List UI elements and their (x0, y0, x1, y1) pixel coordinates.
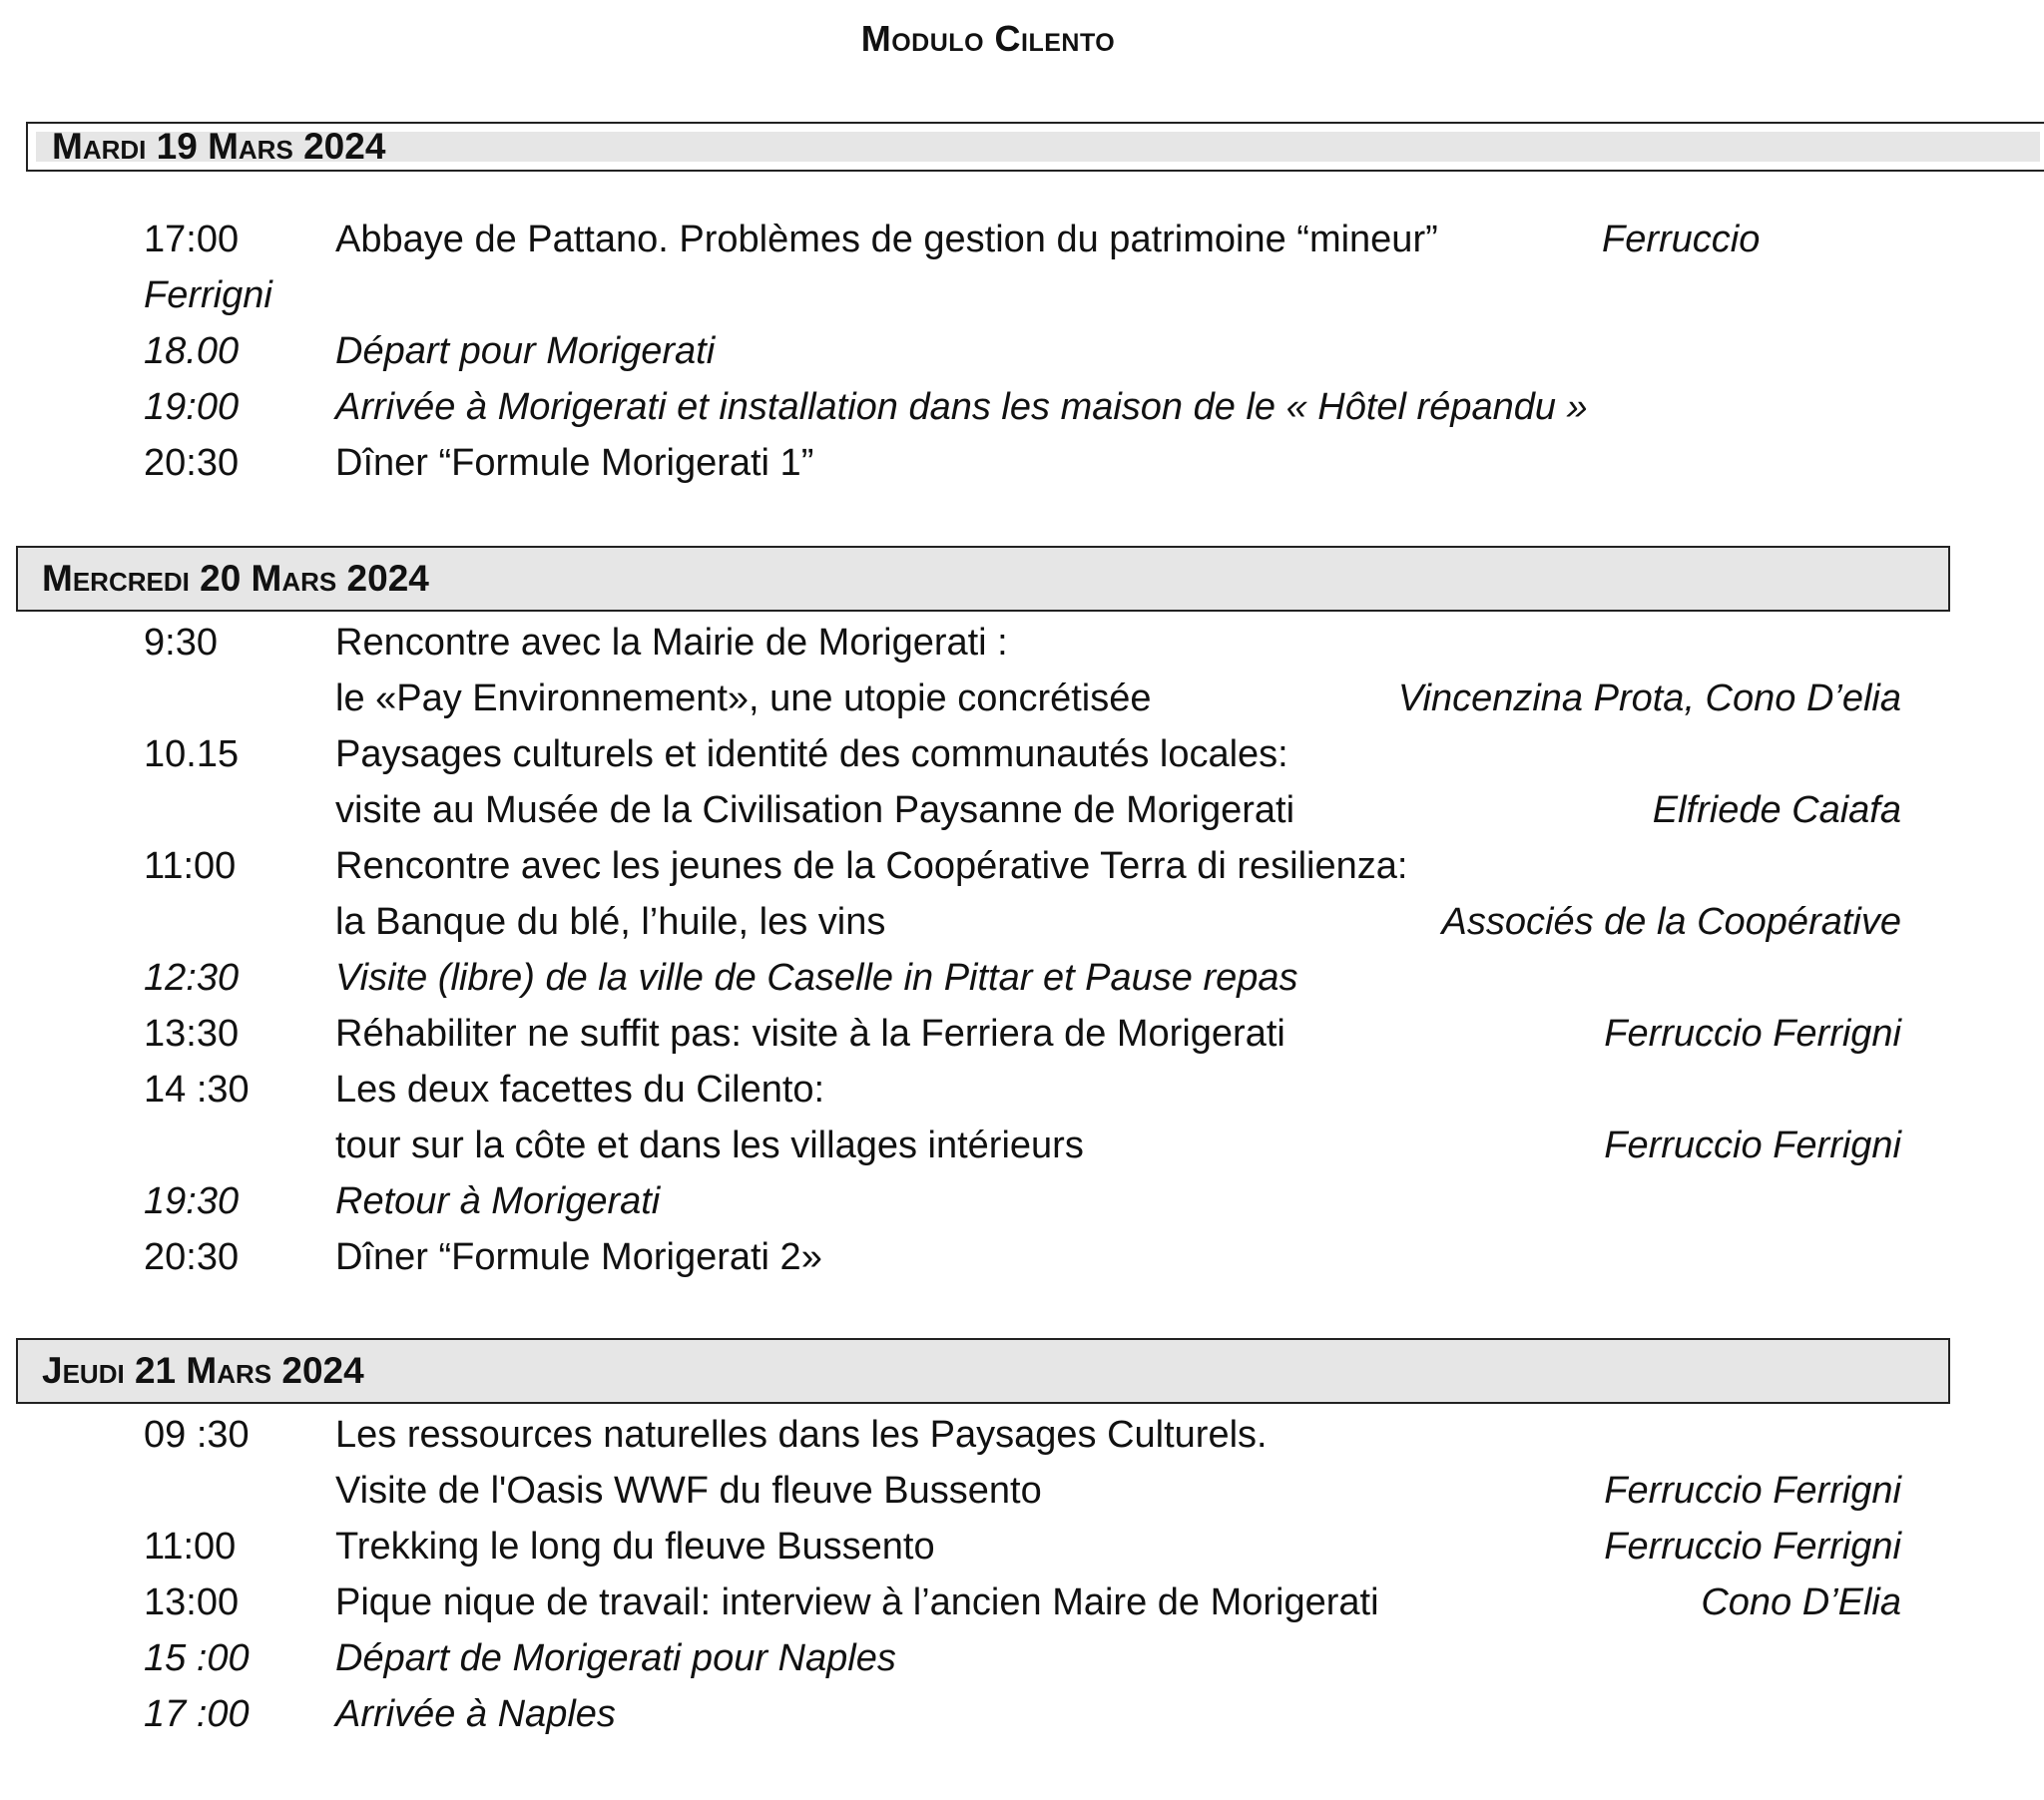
entry-text-line2: la Banque du blé, l’huile, les vins (335, 901, 886, 943)
entry-text: Départ de Morigerati pour Naples (335, 1637, 896, 1679)
entry-speaker: Elfriede Caiafa (1652, 789, 1901, 831)
schedule-row-continuation (0, 1463, 2044, 1519)
entry-time: 20:30 (144, 442, 240, 484)
schedule-row-continuation (0, 894, 2044, 950)
entry-speaker: Ferruccio Ferrigni (1604, 1125, 1901, 1166)
entry-time: 18.00 (144, 330, 240, 372)
entry-time: 12:30 (144, 957, 240, 999)
entry-time: 20:30 (144, 1236, 240, 1278)
schedule-row (0, 1575, 2044, 1630)
entry-time: 13:30 (144, 1013, 240, 1055)
schedule-row (0, 435, 2044, 491)
schedule-row (0, 1173, 2044, 1229)
day-header-jeudi (16, 1338, 1950, 1404)
page-title: Modulo Cilento (860, 18, 1116, 59)
entry-time: 09 :30 (144, 1414, 250, 1456)
schedule-row (0, 212, 2044, 267)
schedule-row (0, 950, 2044, 1006)
schedule-row (0, 1407, 2044, 1463)
entry-time: 19:30 (144, 1180, 240, 1222)
entry-text: Pique nique de travail: interview à l’ancien Maire de Morigerati (335, 1581, 1379, 1623)
schedule-row-continuation (0, 1118, 2044, 1173)
entry-text-line2: le «Pay Environnement», une utopie concrétisée (335, 677, 1152, 719)
schedule-row-continuation (0, 671, 2044, 726)
day-heading: Mercredi 20 Mars 2024 (42, 558, 429, 599)
schedule-row (0, 379, 2044, 435)
schedule-row (0, 615, 2044, 671)
day-heading: Mardi 19 Mars 2024 (52, 126, 386, 167)
entry-speaker: Associés de la Coopérative (1441, 901, 1901, 943)
entry-text: Paysages culturels et identité des communautés locales: (335, 733, 1288, 775)
entry-text-line2: visite au Musée de la Civilisation Paysanne de Morigerati (335, 789, 1295, 831)
entry-speaker: Cono D’Elia (1701, 1581, 1901, 1623)
entry-text: Arrivée à Morigerati et installation dans les maison de le « Hôtel répandu » (335, 386, 1588, 428)
schedule-row (0, 1519, 2044, 1575)
entry-text: Les ressources naturelles dans les Paysages Culturels. (335, 1414, 1268, 1456)
entry-speaker: Vincenzina Prota, Cono D’elia (1397, 677, 1901, 719)
schedule-row-continuation (0, 267, 2044, 323)
schedule-row (0, 323, 2044, 379)
entry-text: Retour à Morigerati (335, 1180, 661, 1222)
entry-speaker-continued: Ferrigni (144, 274, 272, 316)
schedule-row (0, 1229, 2044, 1285)
day-heading: Jeudi 21 Mars 2024 (42, 1350, 364, 1391)
entry-time: 19:00 (144, 386, 240, 428)
entry-text: Trekking le long du fleuve Bussento (335, 1526, 935, 1568)
entry-text: Dîner “Formule Morigerati 2» (335, 1236, 822, 1278)
entry-text: Les deux facettes du Cilento: (335, 1069, 825, 1111)
entry-speaker: Ferruccio Ferrigni (1604, 1526, 1901, 1568)
schedule-row (0, 1686, 2044, 1742)
entry-text: Abbaye de Pattano. Problèmes de gestion du patrimoine “mineur” (335, 219, 1438, 260)
entry-speaker: Ferruccio Ferrigni (1604, 1470, 1901, 1512)
entry-text: Rencontre avec les jeunes de la Coopérative Terra di resilienza: (335, 845, 1408, 887)
schedule-row (0, 726, 2044, 782)
entry-time: 11:00 (144, 845, 237, 887)
entry-time: 11:00 (144, 1526, 237, 1568)
entry-time: 17:00 (144, 219, 240, 260)
schedule-row (0, 1006, 2044, 1062)
entry-text-line2: Visite de l'Oasis WWF du fleuve Bussento (335, 1470, 1042, 1512)
entry-speaker: Ferruccio Ferrigni (1604, 1013, 1901, 1055)
entry-time: 17 :00 (144, 1693, 250, 1735)
entry-time: 10.15 (144, 733, 240, 775)
schedule-row (0, 1630, 2044, 1686)
entry-time: 13:00 (144, 1581, 240, 1623)
entry-speaker: Ferruccio (1602, 219, 1761, 260)
day-header-mercredi (16, 546, 1950, 612)
entry-text: Dîner “Formule Morigerati 1” (335, 442, 814, 484)
entry-text-line2: tour sur la côte et dans les villages intérieurs (335, 1125, 1084, 1166)
entry-text: Arrivée à Naples (335, 1693, 616, 1735)
schedule-row-continuation (0, 782, 2044, 838)
entry-time: 9:30 (144, 622, 218, 664)
entry-text: Réhabiliter ne suffit pas: visite à la Ferriera de Morigerati (335, 1013, 1285, 1055)
schedule-row (0, 1062, 2044, 1118)
day-header-mardi (26, 122, 2044, 172)
entry-text: Rencontre avec la Mairie de Morigerati : (335, 622, 1008, 664)
entry-time: 14 :30 (144, 1069, 250, 1111)
entry-text: Départ pour Morigerati (335, 330, 716, 372)
entry-time: 15 :00 (144, 1637, 250, 1679)
entry-text: Visite (libre) de la ville de Caselle in Pittar et Pause repas (335, 957, 1298, 999)
schedule-row (0, 838, 2044, 894)
